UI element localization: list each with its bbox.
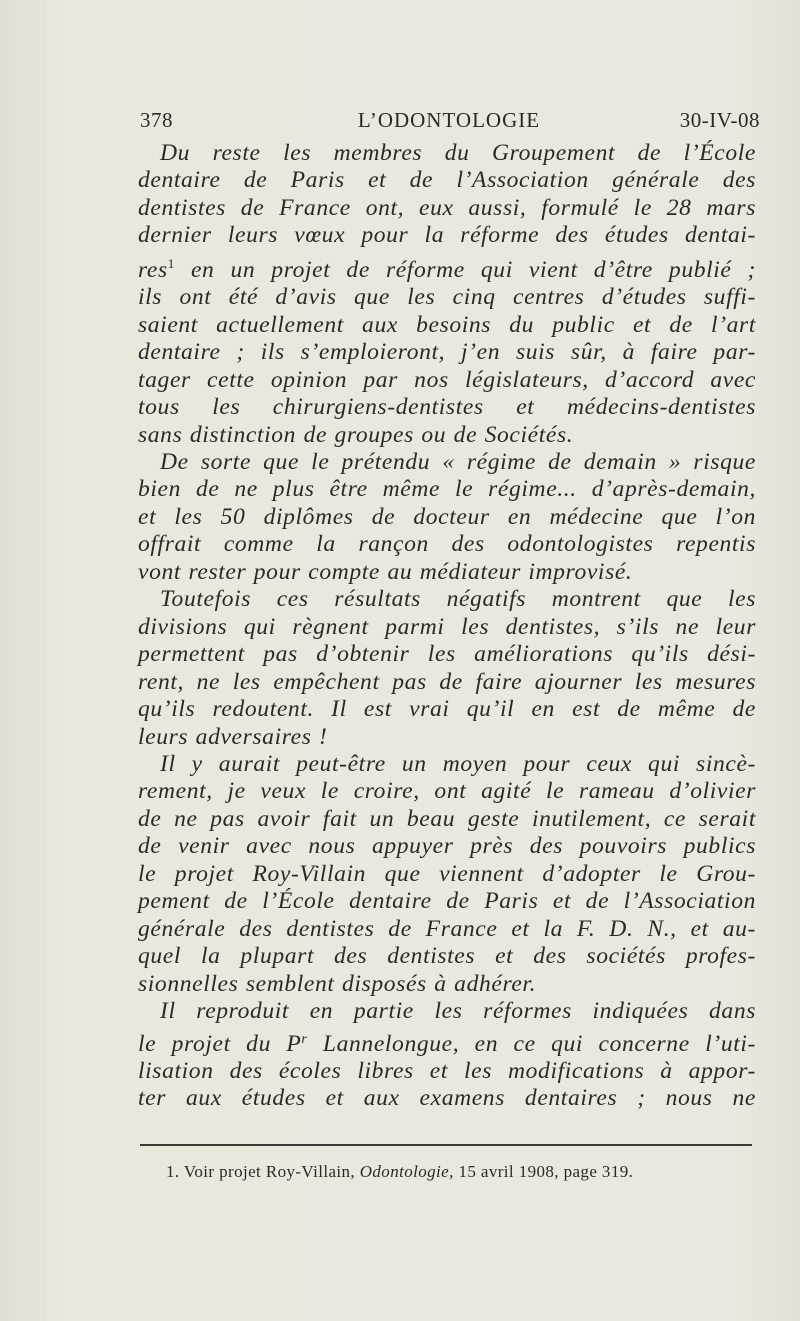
footnote-reference: 1 [167, 255, 175, 271]
footnote [166, 1162, 633, 1182]
text-fragment: Lannelongue, en ce qui concerne l’uti- [307, 1030, 756, 1057]
superscript: r [301, 1031, 308, 1047]
issue-date: 30-IV-08 [679, 108, 760, 132]
running-title: L’ODONTOLOGIE [357, 108, 541, 132]
text-fragment: res [138, 256, 168, 283]
text-line: vont rester pour compte au médiateur improvisé. [138, 558, 633, 585]
text-fragment: en un projet de réforme qui vient d’être publié ; [190, 256, 757, 283]
footnote-text: Voir projet Roy-Villain, [183, 1162, 356, 1181]
text-line: de ne pas avoir fait un beau geste inutilement, ce serait [138, 805, 756, 832]
text-line: dentaire ; ils s’emploieront, j’en suis sûr, à faire par- [138, 339, 756, 366]
footnote-text: 15 avril 1908, page 319. [458, 1162, 634, 1181]
footnote-journal: Odontologie, [359, 1162, 454, 1181]
body-text [138, 140, 756, 1113]
page-number: 378 [140, 108, 173, 132]
text-line: quel la plupart des dentistes et des sociétés profes- [138, 943, 756, 970]
footnote-divider [140, 1144, 752, 1146]
paragraph-1 [138, 140, 756, 449]
running-header [138, 108, 760, 138]
text-line: bien de ne plus être même le régime... d’après-demain, [138, 476, 756, 503]
text-line-with-footnote [138, 250, 756, 284]
text-line: sionnelles semblent disposés à adhérer. [138, 970, 537, 997]
text-line: le projet Roy-Villain que viennent d’adopter le Grou- [138, 860, 756, 887]
text-line: tager cette opinion par nos législateurs, d’accord avec [138, 366, 756, 393]
text-line: ter aux études et aux examens dentaires ; nous ne [138, 1085, 756, 1112]
text-line: permettent pas d’obtenir les améliorations qu’ils dési- [138, 641, 756, 668]
text-line: ils ont été d’avis que les cinq centres d’études suffi- [138, 284, 756, 311]
text-line: de venir avec nous appuyer près des pouvoirs publics [138, 833, 756, 860]
paragraph-5 [138, 998, 756, 1113]
text-line: sans distinction de groupes ou de Sociétés. [138, 421, 574, 448]
text-line: De sorte que le prétendu « régime de demain » risque [160, 448, 756, 475]
text-line: dentaire de Paris et de l’Association générale des [138, 167, 756, 194]
paragraph-4 [138, 751, 756, 998]
text-line: Il y aurait peut-être un moyen pour ceux qui sincè- [160, 750, 756, 777]
footnote-number: 1. [166, 1162, 180, 1181]
text-line: Toutefois ces résultats négatifs montrent que les [160, 586, 756, 613]
text-line: tous les chirurgiens-dentistes et médecins-dentistes [138, 394, 756, 421]
text-line: saient actuellement aux besoins du public et de l’art [138, 311, 756, 338]
text-fragment: le projet du P [138, 1030, 302, 1057]
text-line: leurs adversaires ! [138, 723, 328, 750]
text-line: Il reproduit en partie les réformes indiquées dans [160, 998, 756, 1025]
text-line: divisions qui règnent parmi les dentistes, s’ils ne leur [138, 613, 756, 640]
text-line: rent, ne les empêchent pas de faire ajourner les mesures [138, 668, 756, 695]
text-line: offrait comme la rançon des odontologistes repentis [138, 531, 756, 558]
paragraph-2 [138, 449, 756, 586]
text-line: qu’ils redoutent. Il est vrai qu’il en est de même de [138, 696, 756, 723]
text-line: lisation des écoles libres et les modifications à appor- [138, 1057, 756, 1084]
paragraph-3 [138, 586, 756, 751]
text-line: générale des dentistes de France et la F. D. N., et au- [138, 915, 756, 942]
text-line: et les 50 diplômes de docteur en médecine que l’on [138, 503, 756, 530]
text-line: rement, je veux le croire, ont agité le rameau d’olivier [138, 778, 756, 805]
text-line: dentistes de France ont, eux aussi, formulé le 28 mars [138, 194, 756, 221]
text-line-with-superscript [138, 1026, 756, 1058]
text-line: Du reste les membres du Groupement de l’École [160, 140, 756, 166]
text-line: pement de l’École dentaire de Paris et de l’Association [138, 888, 756, 915]
text-line: dernier leurs vœux pour la réforme des études dentai- [138, 222, 756, 249]
